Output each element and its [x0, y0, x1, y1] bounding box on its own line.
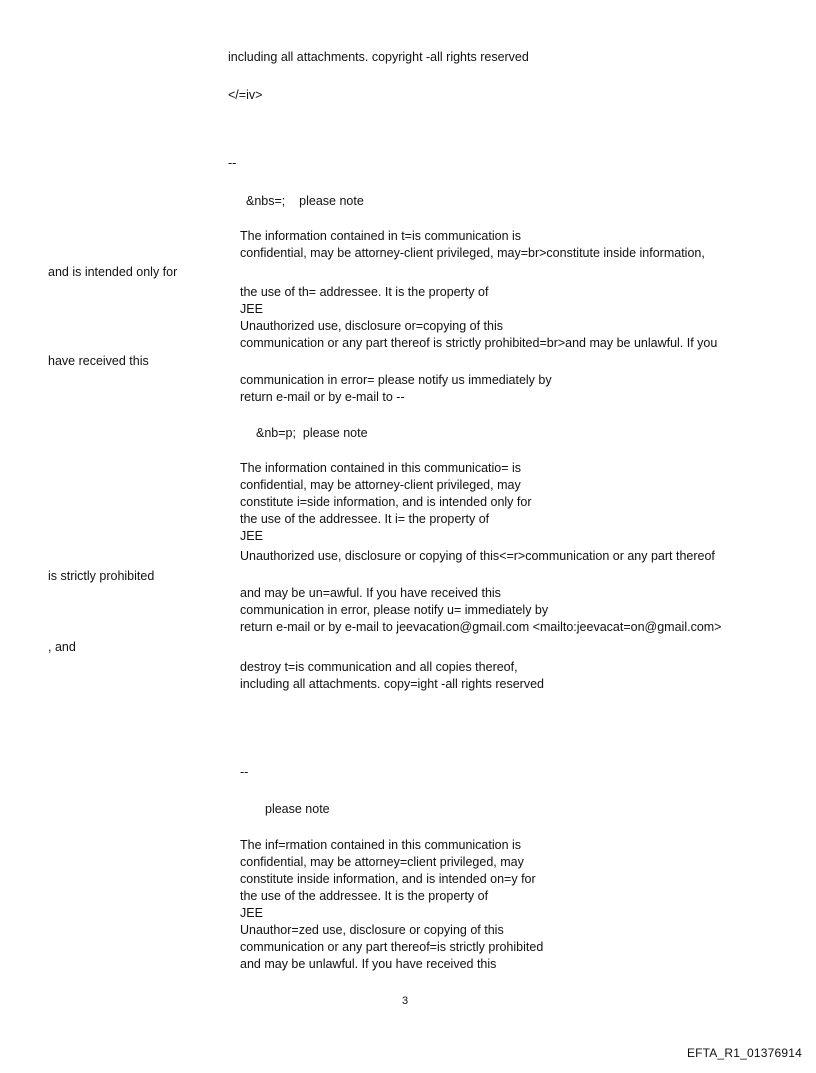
text-line: return e-mail or by e-mail to -- [240, 390, 405, 404]
text-line: confidential, may be attorney-client privileged, may=br>constitute inside information, [240, 246, 705, 260]
text-line: return e-mail or by e-mail to jeevacation@gmail.com <mailto:jeevacat=on@gmail.com> [240, 620, 722, 634]
text-line: is strictly prohibited [48, 569, 155, 583]
text-line: have received this [48, 354, 149, 368]
text-line: constitute inside information, and is intended on=y for [240, 872, 536, 886]
text-line: confidential, may be attorney=client privileged, may [240, 855, 524, 869]
text-line: The information contained in t=is communication is [240, 229, 522, 243]
separator: -- [228, 156, 237, 170]
text-line: </=iv> [228, 88, 263, 102]
text-line: the use of th= addressee. It is the property of [240, 285, 489, 299]
text-line: communication or any part thereof=is strictly prohibited [240, 940, 544, 954]
separator: -- [240, 765, 249, 779]
text-line: communication or any part thereof is strictly prohibited=br>and may be unlawful. If you [240, 336, 718, 350]
document-id-footer: EFTA_R1_01376914 [686, 1046, 802, 1060]
section-heading: please note [265, 802, 330, 816]
text-line: communication in error= please notify us immediately by [240, 373, 552, 387]
text-line: including all attachments. copyright -all rights reserved [228, 50, 529, 64]
text-line: destroy t=is communication and all copies thereof, [240, 660, 518, 674]
text-line: Unauthor=zed use, disclosure or copying of this [240, 923, 504, 937]
text-line: communication in error, please notify u= immediately by [240, 603, 549, 617]
text-line: and may be un=awful. If you have received this [240, 586, 501, 600]
text-line: The information contained in this communicatio= is [240, 461, 522, 475]
text-line: , and [48, 640, 76, 654]
section-heading: &nbs=; please note [246, 194, 364, 208]
text-line: constitute i=side information, and is intended only for [240, 495, 532, 509]
text-line: JEE [240, 906, 263, 920]
text-line: including all attachments. copy=ight -all rights reserved [240, 677, 544, 691]
text-line: the use of the addressee. It i= the property of [240, 512, 490, 526]
text-line: JEE [240, 529, 263, 543]
text-line: Unauthorized use, disclosure or=copying of this [240, 319, 503, 333]
text-line: the use of the addressee. It is the property of [240, 889, 489, 903]
text-line: The inf=rmation contained in this communication is [240, 838, 522, 852]
section-heading: &nb=p; please note [256, 426, 368, 440]
text-line: Unauthorized use, disclosure or copying of this<=r>communication or any part thereof [240, 549, 715, 563]
text-line: and may be unlawful. If you have received this [240, 957, 497, 971]
text-line: and is intended only for [48, 265, 178, 279]
text-line: JEE [240, 302, 263, 316]
page-number: 3 [402, 995, 409, 1007]
text-line: confidential, may be attorney-client privileged, may [240, 478, 521, 492]
